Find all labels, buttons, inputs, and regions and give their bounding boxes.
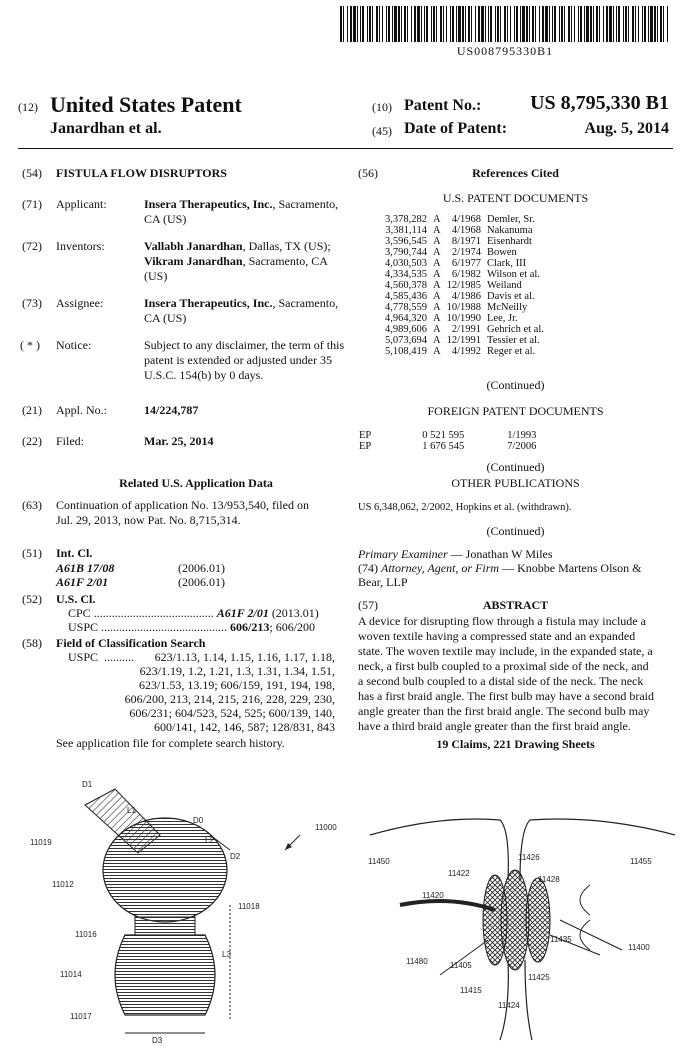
- us-doc-row: [382, 335, 547, 346]
- intcl-label: Int. Cl.: [56, 546, 93, 560]
- other-heading: OTHER PUBLICATIONS: [451, 476, 580, 490]
- barcode-number: US008795330B1: [456, 44, 554, 58]
- doc-name: Reger et al.: [487, 346, 536, 357]
- label-11016: 11016: [75, 930, 97, 939]
- doc-date: 12/1991: [446, 335, 482, 346]
- us-doc-row: [382, 280, 547, 291]
- assignee-name: Insera Therapeutics, Inc.: [144, 296, 273, 310]
- applicant-loc: , Sacramento,: [272, 197, 339, 211]
- label-l1: L1: [127, 806, 136, 815]
- doc-number: 4,989,606: [385, 324, 427, 335]
- appl-number: 14/224,787: [144, 403, 199, 417]
- doc-date: 10/1990: [446, 313, 482, 324]
- doc-name: Clark, III: [487, 258, 527, 269]
- doc-kind: A: [433, 335, 441, 346]
- label-11012: 11012: [52, 880, 74, 889]
- doc-kind: A: [433, 269, 441, 280]
- primary-examiner: [358, 547, 553, 562]
- cpc-dots: ........................................: [93, 606, 214, 620]
- doc-number: 4,334,535: [385, 269, 427, 280]
- doc-number: 5,073,694: [385, 335, 427, 346]
- doc-kind: A: [433, 291, 441, 302]
- doc-name: McNeilly: [487, 302, 528, 313]
- doc-country: EP: [359, 441, 372, 452]
- us-doc-row: [382, 346, 547, 357]
- continued-2: (Continued): [486, 460, 545, 474]
- doc-name: Davis et al.: [487, 291, 535, 302]
- doc-date: 7/2006: [507, 441, 537, 452]
- doc-name: Lee, Jr.: [487, 313, 518, 324]
- abstract-line: A device for disrupting flow through a fistula may include a: [358, 614, 646, 628]
- doc-date: 2/1991: [451, 324, 482, 335]
- uspc-value: 606/213: [230, 620, 270, 634]
- us-docs-heading: U.S. PATENT DOCUMENTS: [442, 191, 589, 205]
- label-d1: D1: [82, 780, 93, 789]
- label-11000: 11000: [315, 823, 337, 832]
- doc-number: 4,030,503: [385, 258, 427, 269]
- refs-code: (56): [358, 166, 378, 180]
- inventors-short: Janardhan et al.: [50, 120, 162, 137]
- label-l2: L2: [205, 836, 214, 845]
- us-doc-row: [382, 269, 547, 280]
- field-line-2: 623/1.19, 1.2, 1.21, 1.3, 1.31, 1.34, 1.51,: [139, 664, 335, 678]
- attorney-label: Attorney, Agent, or Firm: [381, 561, 500, 575]
- doc-date: 8/1971: [451, 236, 482, 247]
- intcl-code: (51): [22, 546, 42, 560]
- doc-date: 10/1988: [446, 302, 482, 313]
- title-code: (54): [22, 166, 42, 180]
- applicant-code: (71): [22, 197, 42, 211]
- doc-number: 3,381,114: [385, 225, 427, 236]
- intcl-1: A61B 17/08: [56, 561, 115, 575]
- filed-label: Filed:: [56, 434, 85, 448]
- notice-line-1: Subject to any disclaimer, the term of this: [144, 338, 345, 352]
- assignee-loc: , Sacramento,: [272, 296, 339, 310]
- doc-name: Eisenhardt: [487, 236, 532, 247]
- field-uspc: USPC ..........: [68, 650, 135, 664]
- field-code: (58): [22, 636, 42, 650]
- foreign-doc-row: [356, 441, 576, 452]
- field-line-3: 623/1.53, 13.19; 606/159, 191, 194, 198,: [138, 678, 335, 692]
- date-label: Date of Patent:: [404, 120, 508, 137]
- doc-kind: A: [433, 247, 441, 258]
- related-heading: Related U.S. Application Data: [119, 476, 273, 490]
- notice-line-3: U.S.C. 154(b) by 0 days.: [144, 368, 264, 382]
- device-bulb-3: [526, 878, 550, 962]
- inventor-1: [144, 239, 331, 254]
- us-doc-row: [382, 236, 547, 247]
- refs-heading: References Cited: [472, 166, 559, 180]
- field-label: Field of Classification Search: [56, 636, 206, 650]
- label-d2: D2: [230, 852, 241, 861]
- inventors-label: Inventors:: [56, 239, 105, 253]
- applicant: [144, 197, 338, 212]
- abstract-heading: ABSTRACT: [482, 598, 549, 612]
- first-bulb: [103, 818, 227, 922]
- foreign-doc-row: [356, 430, 576, 441]
- inventor-1-loc: , Dallas, TX (US);: [242, 239, 331, 253]
- label-11455: 11455: [630, 857, 652, 866]
- doc-date: 6/1982: [451, 269, 482, 280]
- doc-kind: A: [433, 313, 441, 324]
- uspc-line: [68, 620, 315, 635]
- label-11400: 11400: [628, 943, 650, 952]
- doc-name: Wilson et al.: [487, 269, 540, 280]
- field-line-6: 600/141, 142, 146, 587; 128/831, 843: [153, 720, 335, 734]
- label-11425: 11425: [528, 973, 550, 982]
- label-11420: 11420: [422, 891, 444, 900]
- intcl-1-date: (2006.01): [178, 561, 225, 575]
- doc-date: 4/1986: [451, 291, 482, 302]
- code-10: (10): [372, 100, 392, 114]
- field-line-4: 606/200, 213, 214, 215, 216, 228, 229, 230,: [124, 692, 335, 706]
- cpc-value: A61F 2/01: [216, 606, 269, 620]
- doc-kind: A: [433, 302, 441, 313]
- inventor-2-loc: , Sacramento, CA: [242, 254, 328, 268]
- doc-kind: A: [433, 324, 441, 335]
- patent-no-label: Patent No.:: [404, 97, 482, 114]
- patent-title: FISTULA FLOW DISRUPTORS: [56, 166, 227, 180]
- doc-number: 4,964,320: [385, 313, 427, 324]
- continuation-line-2: Jul. 29, 2013, now Pat. No. 8,715,314.: [56, 513, 241, 527]
- assignee: [144, 296, 338, 311]
- label-11450: 11450: [368, 857, 390, 866]
- us-doc-row: [382, 324, 547, 335]
- label-l3: L3: [222, 950, 231, 959]
- label-11480: 11480: [406, 957, 428, 966]
- abstract-line: neck, a first bulb coupled to a proximal side of the neck, and: [358, 659, 649, 673]
- assignee-loc2: CA (US): [144, 311, 187, 325]
- continued-1: (Continued): [486, 378, 545, 392]
- doc-date: 12/1985: [446, 280, 482, 291]
- us-doc-row: [382, 225, 547, 236]
- abstract-code: (57): [358, 598, 378, 612]
- patent-date: Aug. 5, 2014: [584, 120, 669, 137]
- uscl-label: U.S. Cl.: [56, 592, 96, 606]
- label-d3: D3: [152, 1036, 163, 1045]
- doc-date: 2/1974: [451, 247, 482, 258]
- attorney-line-1: — Knobbe Martens Olson &: [499, 561, 642, 575]
- doc-number: 3,378,282: [385, 214, 427, 225]
- label-11018: 11018: [238, 902, 260, 911]
- label-11405: 11405: [450, 961, 472, 970]
- applicant-label: Applicant:: [56, 197, 107, 211]
- continued-3: (Continued): [486, 524, 545, 538]
- abstract-body: [358, 614, 678, 734]
- doc-number: 5,108,419: [385, 346, 427, 357]
- us-doc-row: [382, 302, 547, 313]
- doc-name: Gehrich et al.: [487, 324, 544, 335]
- figure-right: [360, 800, 685, 1045]
- label-11019: 11019: [30, 838, 52, 847]
- figure-left: [30, 775, 360, 1047]
- doc-kind: A: [433, 225, 441, 236]
- us-doc-row: [382, 247, 547, 258]
- filed-code: (22): [22, 434, 42, 448]
- cpc-label: CPC: [68, 606, 91, 620]
- us-docs-table: [382, 214, 547, 357]
- attorney-line-2: Bear, LLP: [358, 575, 408, 589]
- assignee-code: (73): [22, 296, 42, 310]
- inventor-1-name: Vallabh Janardhan: [144, 239, 243, 253]
- doc-kind: A: [433, 258, 441, 269]
- uspc-dots: ..........................................: [101, 620, 228, 634]
- abstract-line: has a first braid angle. The first bulb may have a second braid: [358, 689, 655, 703]
- label-11428: 11428: [538, 875, 560, 884]
- doc-date: 4/1968: [451, 225, 482, 236]
- code-12: (12): [18, 100, 38, 114]
- label-11014: 11014: [60, 970, 82, 979]
- doc-number: 4,585,436: [385, 291, 427, 302]
- label-11017: 11017: [70, 1012, 92, 1021]
- field-see: See application file for complete search history.: [56, 736, 285, 750]
- continuation-line-1: Continuation of application No. 13/953,540, filed on: [56, 498, 309, 512]
- field-line-5: 606/231; 604/523, 524, 525; 600/139, 140,: [129, 706, 335, 720]
- notice-label: Notice:: [56, 338, 92, 352]
- doc-number: 4,560,378: [385, 280, 427, 291]
- label-11422: 11422: [448, 869, 470, 878]
- doc-country: EP: [359, 430, 372, 441]
- doc-name: Tessier et al.: [487, 335, 540, 346]
- us-doc-row: [382, 214, 547, 225]
- us-doc-row: [382, 291, 547, 302]
- doc-date: 6/1977: [451, 258, 482, 269]
- inventor-2-name: Vikram Janardhan: [144, 254, 243, 268]
- abstract-line: a second bulb coupled to a distal side of the neck. The neck: [358, 674, 644, 688]
- doc-kind: A: [433, 236, 441, 247]
- doc-name: Demler, Sr.: [487, 214, 535, 225]
- applicant-name: Insera Therapeutics, Inc.: [144, 197, 273, 211]
- patent-country: United States Patent: [50, 92, 242, 117]
- label-11415: 11415: [460, 986, 482, 995]
- assignee-label: Assignee:: [56, 296, 104, 310]
- claims-summary: 19 Claims, 221 Drawing Sheets: [436, 737, 595, 751]
- intcl-2-date: (2006.01): [178, 575, 225, 589]
- label-11426: 11426: [518, 853, 540, 862]
- abstract-line: angle greater than the first braid angle. The second bulb may: [358, 704, 650, 718]
- applicant-loc2: CA (US): [144, 212, 187, 226]
- foreign-docs-table: [356, 430, 576, 452]
- field-line-1: 623/1.13, 1.14, 1.15, 1.16, 1.17, 1.18,: [154, 650, 335, 664]
- foreign-heading: FOREIGN PATENT DOCUMENTS: [427, 404, 604, 418]
- examiner-name: — Jonathan W Miles: [447, 547, 553, 561]
- doc-name: Weiland: [487, 280, 522, 291]
- header-divider: [18, 148, 673, 149]
- doc-date: 1/1993: [507, 430, 537, 441]
- label-d0: D0: [193, 816, 204, 825]
- doc-date: 4/1968: [451, 214, 482, 225]
- barcode: [340, 6, 670, 42]
- attorney-code: (74): [358, 561, 378, 575]
- abstract-line: have a third braid angle greater than the first braid angle.: [358, 719, 631, 733]
- appl-code: (21): [22, 403, 42, 417]
- device-bulb-2: [501, 870, 529, 970]
- patent-number: US 8,795,330 B1: [530, 92, 669, 114]
- doc-number: 3,790,744: [385, 247, 427, 258]
- uspc-rest: ; 606/200: [269, 620, 316, 634]
- us-doc-row: [382, 258, 547, 269]
- abstract-line: woven textile having a compressed state and an expanded: [358, 629, 636, 643]
- attorney: [358, 561, 641, 576]
- intcl-2: A61F 2/01: [56, 575, 109, 589]
- inventors-code: (72): [22, 239, 42, 253]
- inventor-2-loc2: (US): [144, 269, 168, 283]
- doc-number: 3,596,545: [385, 236, 427, 247]
- doc-kind: A: [433, 346, 441, 357]
- appl-label: Appl. No.:: [56, 403, 107, 417]
- doc-number: 4,778,559: [385, 302, 427, 313]
- uscl-code: (52): [22, 592, 42, 606]
- label-11424: 11424: [498, 1001, 520, 1010]
- notice-line-2: patent is extended or adjusted under 35: [144, 353, 332, 367]
- us-doc-row: [382, 313, 547, 324]
- second-bulb: [115, 935, 215, 1015]
- code-45: (45): [372, 124, 392, 138]
- neck: [135, 917, 195, 935]
- cpc-date: (2013.01): [268, 606, 319, 620]
- label-11435: 11435: [550, 935, 572, 944]
- filed-date: Mar. 25, 2014: [144, 434, 214, 448]
- doc-number: 1 676 545: [422, 441, 465, 452]
- continuation-code: (63): [22, 498, 42, 512]
- examiner-label: Primary Examiner: [358, 547, 448, 561]
- doc-number: 0 521 595: [422, 430, 465, 441]
- doc-kind: A: [433, 214, 441, 225]
- abstract-line: state. The woven textile may include, in the expanded state, a: [358, 644, 653, 658]
- doc-name: Nakanuma: [487, 225, 533, 236]
- uspc-label: USPC: [68, 620, 99, 634]
- notice-code: ( * ): [20, 338, 40, 352]
- cpc-line: [68, 606, 319, 621]
- doc-kind: A: [433, 280, 441, 291]
- doc-date: 4/1992: [451, 346, 482, 357]
- inventor-2: [144, 254, 328, 269]
- other-publication: US 6,348,062, 2/2002, Hopkins et al. (withdrawn).: [358, 502, 572, 513]
- doc-name: Bowen: [487, 247, 517, 258]
